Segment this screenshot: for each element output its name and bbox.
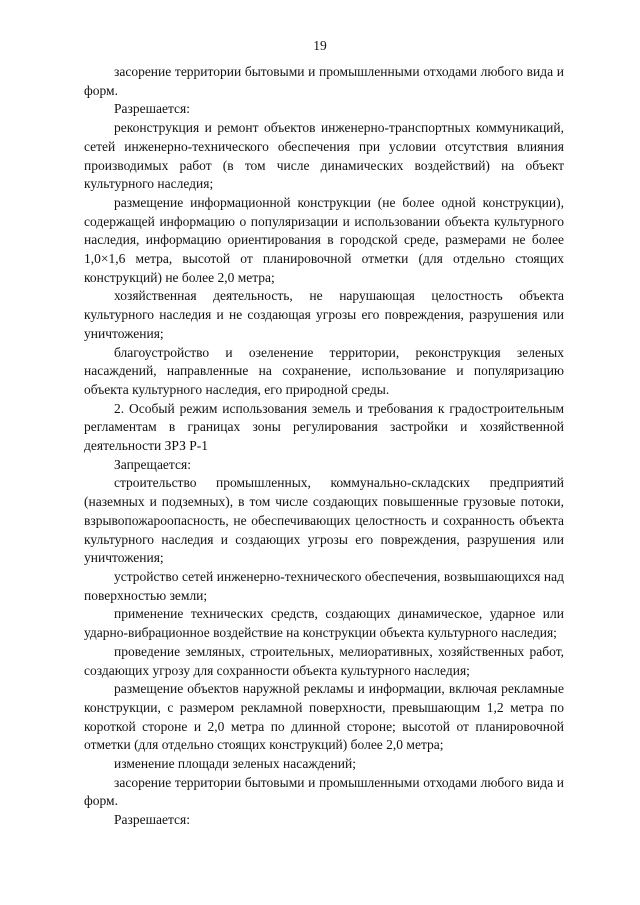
paragraph-4: размещение информационной конструкции (не более одной конструкции), содержащей информацию о популяризации и использовании объекта культурного наследия, информацию ориентирования в городской среде, размерами не более 1,0×1,6 метра, высотой от планировочной отметки (для отдельно стоящих конструкций) не более 2,0 метра;: [84, 194, 564, 285]
page-number: 19: [313, 38, 327, 53]
paragraph-15: засорение территории бытовыми и промышленными отходами любого вида и форм.: [84, 774, 564, 809]
paragraph-6: благоустройство и озеленение территории, реконструкция зеленых насаждений, направленные на сохранение, использование и популяризацию объекта культурного наследия, его природной среды.: [84, 344, 564, 397]
paragraph-1: засорение территории бытовыми и промышленными отходами любого вида и форм.: [84, 64, 564, 98]
paragraph-13: размещение объектов наружной рекламы и информации, включая рекламные конструкции, с размером рекламной поверхности, превышающим 1,2 метра по короткой стороне и 2,0 метра по длинной стороне; высотой от планировочной отметки (для отдельно стоящих конструкций) более 2,0 метра;: [84, 681, 564, 753]
paragraph-16-heading-allowed: Разрешается:: [114, 812, 190, 828]
paragraph-5: хозяйственная деятельность, не нарушающая целостность объекта культурного наследия и не создающая угрозы его повреждения, разрушения или уничтожения;: [84, 288, 564, 341]
paragraph-8-heading-prohibited: Запрещается:: [114, 456, 191, 472]
document-body: [84, 63, 564, 830]
paragraph-11: применение технических средств, создающих динамическое, ударное или ударно-вибрационное воздействие на конструкции объекта культурного наследия;: [84, 606, 564, 641]
paragraph-14: изменение площади зеленых насаждений;: [114, 756, 356, 772]
paragraph-7-section-2: 2. Особый режим использования земель и требования к градостроительным регламентам в границах зоны регулирования застройки и хозяйственной деятельности ЗРЗ Р-1: [84, 400, 564, 454]
paragraph-10: устройство сетей инженерно-технического обеспечения, возвышающихся над поверхностью земли;: [84, 568, 564, 603]
paragraph-12: проведение земляных, строительных, мелиоративных, хозяйственных работ, создающих угрозу для сохранности объекта культурного наследия;: [84, 643, 564, 678]
paragraph-9: строительство промышленных, коммунально-складских предприятий (наземных и подземных), в том числе создающих повышенные грузовые потоки, взрывопожароопасность, не обеспечивающих целостность и сохранность объекта культурного наследия и создающих угрозы его повреждения, разрушения или уничтожения;: [84, 475, 564, 566]
paragraph-2-heading-allowed: Разрешается:: [114, 101, 190, 117]
paragraph-3: реконструкция и ремонт объектов инженерно-транспортных коммуникаций, сетей инженерно-технического обеспечения при условии отсутствия влияния производимых работ (в том числе динамических воздействий) на объект культурного наследия;: [84, 120, 564, 192]
